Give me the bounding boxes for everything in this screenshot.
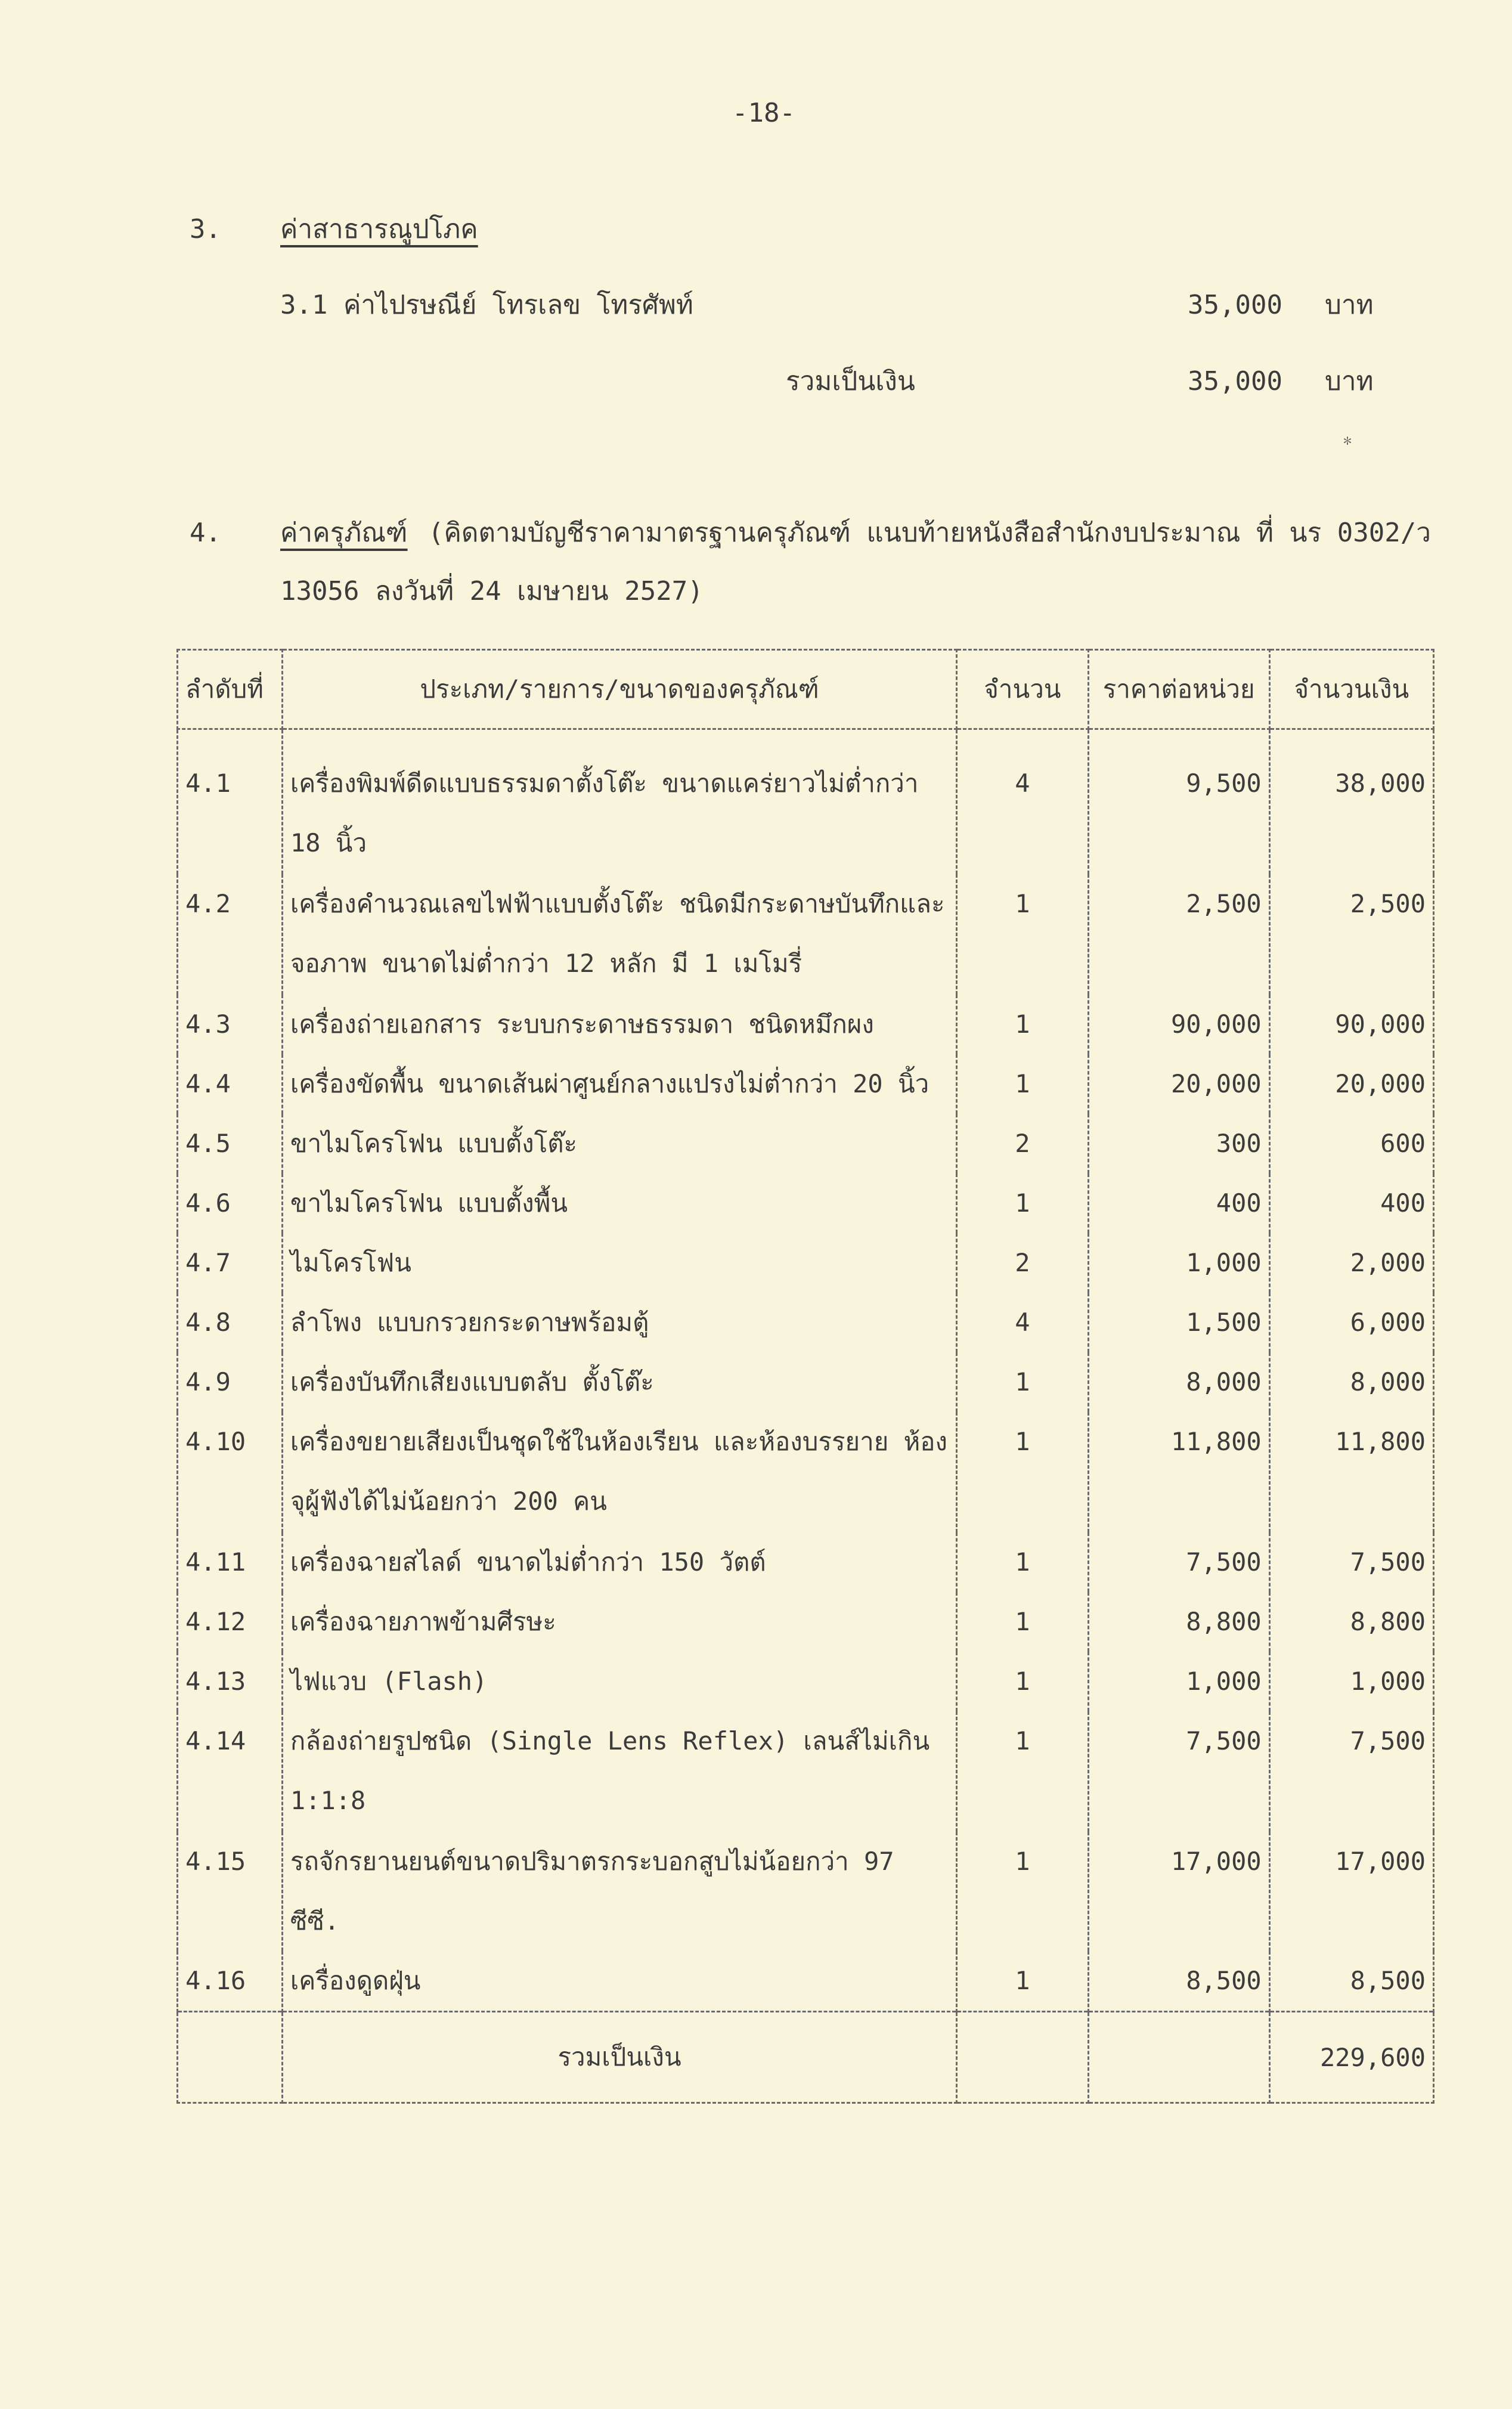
- equipment-table: [176, 649, 1434, 2104]
- row-no: 4.4: [178, 1054, 283, 1114]
- header-unit-price: ราคาต่อหน่วย: [1088, 650, 1269, 729]
- row-amount: 38,000: [1269, 729, 1433, 875]
- row-quantity: 1: [957, 874, 1088, 995]
- header-amount: จำนวนเงิน: [1269, 650, 1433, 729]
- table-row: [178, 1652, 1434, 1711]
- row-quantity: 1: [957, 1412, 1088, 1532]
- row-no: 4.3: [178, 995, 283, 1054]
- section-4-note-line1: (คิดตามบัญชีราคามาตรฐานครุภัณฑ์ แนบท้ายหนังสือสำนักงบประมาณ ที่ นร 0302/ว: [428, 518, 1431, 548]
- page-number: -18-: [732, 98, 795, 128]
- row-no: 4.2: [178, 874, 283, 995]
- row-description: เครื่องขัดพื้น ขนาดเส้นผ่าศูนย์กลางแปรงไม่ต่ำกว่า 20 นิ้ว: [282, 1054, 956, 1114]
- row-no: 4.6: [178, 1173, 283, 1233]
- row-no: 4.13: [178, 1652, 283, 1711]
- table-row: [178, 1114, 1434, 1173]
- row-no: 4.10: [178, 1412, 283, 1532]
- section-3-total-unit: บาท: [1325, 366, 1374, 397]
- row-unit-price: 20,000: [1088, 1054, 1269, 1114]
- section-4-note-line2: 13056 ลงวันที่ 24 เมษายน 2527): [280, 576, 704, 606]
- table-row: [178, 1233, 1434, 1293]
- row-quantity: 1: [957, 1173, 1088, 1233]
- row-unit-price: 1,000: [1088, 1233, 1269, 1293]
- row-unit-price: 400: [1088, 1173, 1269, 1233]
- row-description: เครื่องฉายสไลด์ ขนาดไม่ต่ำกว่า 150 วัตต์: [282, 1532, 956, 1592]
- table-header-row: [178, 650, 1434, 729]
- row-amount: 17,000: [1269, 1832, 1433, 1951]
- row-no: 4.16: [178, 1951, 283, 2012]
- ink-smudge: ﹡: [1336, 429, 1359, 456]
- section-4-title: ค่าครุภัณฑ์: [280, 518, 408, 548]
- section-3-total-label: รวมเป็นเงิน: [786, 366, 915, 397]
- row-no: 4.7: [178, 1233, 283, 1293]
- row-no: 4.1: [178, 729, 283, 875]
- row-amount: 2,000: [1269, 1233, 1433, 1293]
- row-unit-price: 2,500: [1088, 874, 1269, 995]
- row-no: 4.9: [178, 1352, 283, 1412]
- row-amount: 6,000: [1269, 1293, 1433, 1352]
- row-quantity: 1: [957, 1951, 1088, 2012]
- section-3-item-amount: 35,000: [1188, 290, 1282, 320]
- row-description: เครื่องฉายภาพข้ามศีรษะ: [282, 1592, 956, 1652]
- row-description: เครื่องบันทึกเสียงแบบตลับ ตั้งโต๊ะ: [282, 1352, 956, 1412]
- row-unit-price: 90,000: [1088, 995, 1269, 1054]
- table-row: [178, 1592, 1434, 1652]
- row-unit-price: 17,000: [1088, 1832, 1269, 1951]
- table-row: [178, 1951, 1434, 2012]
- total-qty-cell: [957, 2012, 1088, 2103]
- table-row: [178, 1532, 1434, 1592]
- row-quantity: 1: [957, 1832, 1088, 1951]
- row-no: 4.14: [178, 1711, 283, 1832]
- row-amount: 8,000: [1269, 1352, 1433, 1412]
- row-unit-price: 7,500: [1088, 1532, 1269, 1592]
- row-quantity: 1: [957, 1352, 1088, 1412]
- row-description: เครื่องพิมพ์ดีดแบบธรรมดาตั้งโต๊ะ ขนาดแคร่ยาวไม่ต่ำกว่า 18 นิ้ว: [282, 729, 956, 875]
- row-amount: 1,000: [1269, 1652, 1433, 1711]
- row-unit-price: 8,800: [1088, 1592, 1269, 1652]
- row-description: เครื่องคำนวณเลขไฟฟ้าแบบตั้งโต๊ะ ชนิดมีกระดาษบันทึกและจอภาพ ขนาดไม่ต่ำกว่า 12 หลัก มี 1 เมโมรี่: [282, 874, 956, 995]
- row-unit-price: 11,800: [1088, 1412, 1269, 1532]
- total-unit-cell: [1088, 2012, 1269, 2103]
- section-3-total-amount: 35,000: [1188, 366, 1282, 397]
- row-amount: 7,500: [1269, 1532, 1433, 1592]
- row-amount: 400: [1269, 1173, 1433, 1233]
- table-row: [178, 1352, 1434, 1412]
- row-quantity: 2: [957, 1233, 1088, 1293]
- row-quantity: 2: [957, 1114, 1088, 1173]
- row-amount: 11,800: [1269, 1412, 1433, 1532]
- table-total-label: รวมเป็นเงิน: [282, 2012, 956, 2103]
- row-no: 4.12: [178, 1592, 283, 1652]
- row-unit-price: 300: [1088, 1114, 1269, 1173]
- section-3-number: 3.: [190, 214, 221, 244]
- table-row: [178, 729, 1434, 875]
- section-3-title: ค่าสาธารณูปโภค: [280, 214, 478, 244]
- row-quantity: 1: [957, 1652, 1088, 1711]
- row-unit-price: 7,500: [1088, 1711, 1269, 1832]
- row-no: 4.11: [178, 1532, 283, 1592]
- table-row: [178, 1293, 1434, 1352]
- row-quantity: 1: [957, 1711, 1088, 1832]
- header-quantity: จำนวน: [957, 650, 1088, 729]
- row-quantity: 1: [957, 995, 1088, 1054]
- row-amount: 8,800: [1269, 1592, 1433, 1652]
- row-unit-price: 9,500: [1088, 729, 1269, 875]
- table-row: [178, 1412, 1434, 1532]
- header-no: ลำดับที่: [178, 650, 283, 729]
- row-quantity: 1: [957, 1592, 1088, 1652]
- row-quantity: 4: [957, 1293, 1088, 1352]
- section-4-number: 4.: [190, 518, 221, 548]
- table-row: [178, 995, 1434, 1054]
- row-unit-price: 8,000: [1088, 1352, 1269, 1412]
- row-quantity: 1: [957, 1532, 1088, 1592]
- row-amount: 2,500: [1269, 874, 1433, 995]
- table-row: [178, 874, 1434, 995]
- total-no-cell: [178, 2012, 283, 2103]
- row-description: ไมโครโฟน: [282, 1233, 956, 1293]
- row-amount: 8,500: [1269, 1951, 1433, 2012]
- table-row: [178, 1832, 1434, 1951]
- table-row: [178, 1711, 1434, 1832]
- section-3-item: 3.1 ค่าไปรษณีย์ โทรเลข โทรศัพท์: [280, 290, 693, 320]
- row-description: ไฟแวบ (Flash): [282, 1652, 956, 1711]
- row-no: 4.8: [178, 1293, 283, 1352]
- table-row: [178, 1054, 1434, 1114]
- row-description: เครื่องถ่ายเอกสาร ระบบกระดาษธรรมดา ชนิดหมึกผง: [282, 995, 956, 1054]
- row-unit-price: 1,000: [1088, 1652, 1269, 1711]
- row-amount: 7,500: [1269, 1711, 1433, 1832]
- table-total-row: [178, 2012, 1434, 2103]
- row-no: 4.5: [178, 1114, 283, 1173]
- section-3-item-unit: บาท: [1325, 290, 1374, 320]
- row-description: ขาไมโครโฟน แบบตั้งโต๊ะ: [282, 1114, 956, 1173]
- row-amount: 600: [1269, 1114, 1433, 1173]
- row-description: ลำโพง แบบกรวยกระดาษพร้อมตู้: [282, 1293, 956, 1352]
- row-quantity: 1: [957, 1054, 1088, 1114]
- row-description: เครื่องดูดฝุ่น: [282, 1951, 956, 2012]
- row-unit-price: 1,500: [1088, 1293, 1269, 1352]
- row-description: ขาไมโครโฟน แบบตั้งพื้น: [282, 1173, 956, 1233]
- table-total-amount: 229,600: [1269, 2012, 1433, 2103]
- row-description: รถจักรยานยนต์ขนาดปริมาตรกระบอกสูบไม่น้อยกว่า 97 ซีซี.: [282, 1832, 956, 1951]
- row-unit-price: 8,500: [1088, 1951, 1269, 2012]
- row-amount: 90,000: [1269, 995, 1433, 1054]
- row-no: 4.15: [178, 1832, 283, 1951]
- row-quantity: 4: [957, 729, 1088, 875]
- row-description: เครื่องขยายเสียงเป็นชุดใช้ในห้องเรียน และห้องบรรยาย ห้องจุผู้ฟังได้ไม่น้อยกว่า 200 คน: [282, 1412, 956, 1532]
- row-description: กล้องถ่ายรูปชนิด (Single Lens Reflex) เลนส์ไม่เกิน 1:1:8: [282, 1711, 956, 1832]
- table-row: [178, 1173, 1434, 1233]
- header-description: ประเภท/รายการ/ขนาดของครุภัณฑ์: [282, 650, 956, 729]
- row-amount: 20,000: [1269, 1054, 1433, 1114]
